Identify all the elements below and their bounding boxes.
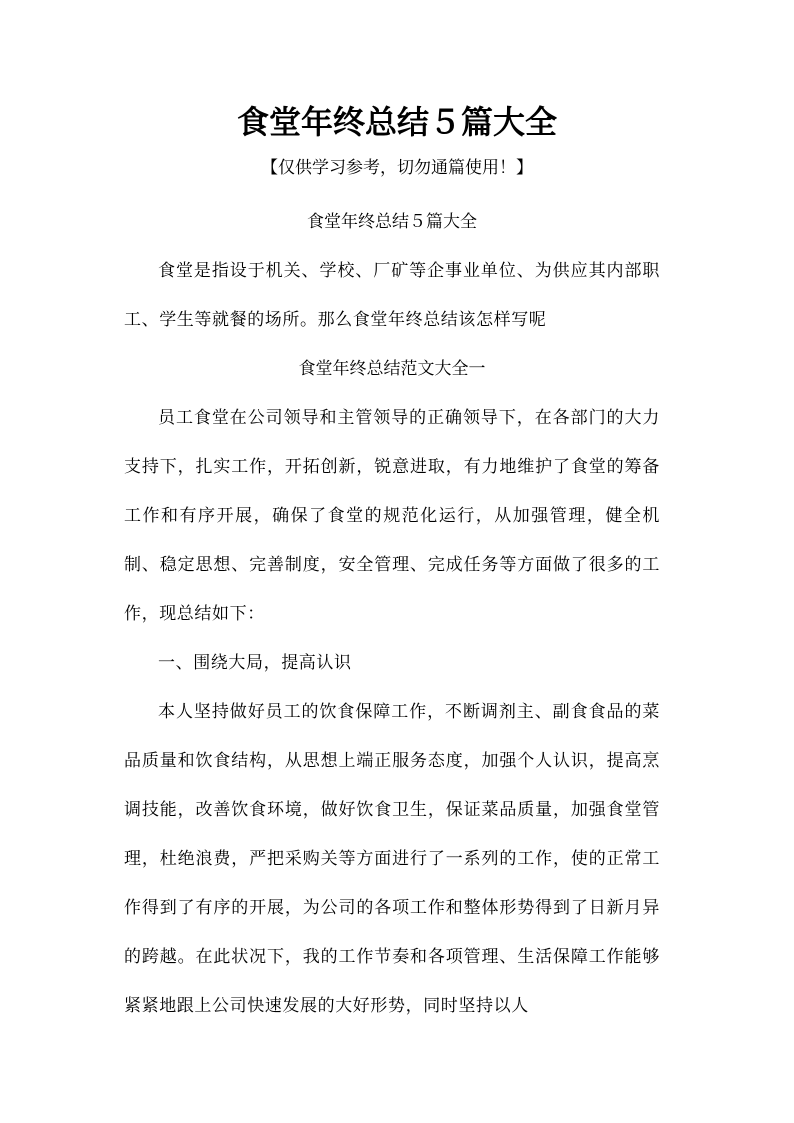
paragraph-1: 员工食堂在公司领导和主管领导的正确领导下，在各部门的大力支持下，扎实工作，开拓创新，锐意进取，有力地维护了食堂的筹备工作和有序开展，确保了食堂的规范化运行，从加强管理，健全机制、稳定思想、完善制度，安全管理、完成任务等方面做了很多的工作，现总结如下： bbox=[124, 408, 660, 624]
subtitle: 食堂年终总结５篇大全 bbox=[307, 212, 477, 232]
document-title: 食堂年终总结５篇大全 bbox=[236, 103, 557, 141]
heading-1: 一、围绕大局，提高认识 bbox=[158, 653, 352, 673]
section-title: 食堂年终总结范文大全一 bbox=[298, 359, 486, 379]
document-body bbox=[124, 198, 660, 1031]
disclaimer-text: 【仅供学习参考，切勿通篇使用！】 bbox=[261, 158, 533, 178]
intro-paragraph: 食堂是指设于机关、学校、厂矿等企事业单位、为供应其内部职工、学生等就餐的场所。那么食堂年终总结该怎样写呢 bbox=[124, 261, 660, 330]
paragraph-2: 本人坚持做好员工的饮食保障工作，不断调剂主、副食食品的菜品质量和饮食结构，从思想上端正服务态度，加强个人认识，提高烹调技能，改善饮食环境，做好饮食卫生，保证菜品质量，加强食堂管理，杜绝浪费，严把采购关等方面进行了一系列的工作，使的正常工作得到了有序的开展，为公司的各项工作和整体形势得到了日新月异的跨越。在此状况下，我的工作节奏和各项管理、生活保障工作能够紧紧地跟上公司快速发展的大好形势，同时坚持以人 bbox=[124, 702, 660, 1016]
